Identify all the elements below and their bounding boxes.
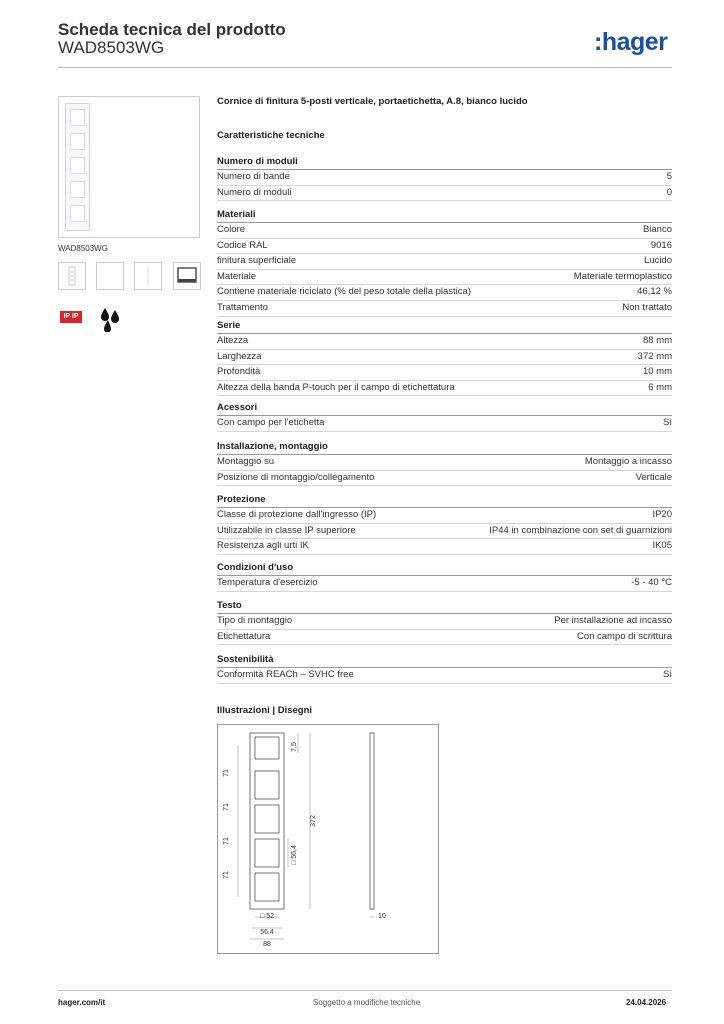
dim-pitch-3: 71 (223, 837, 230, 845)
spec-section-materials (217, 208, 672, 317)
section-title: Acessori (217, 401, 672, 416)
spec-label: finitura superficiale (217, 255, 297, 267)
specs-heading: Caratteristiche tecniche (217, 130, 325, 141)
section-title: Condizioni d'uso (217, 561, 672, 576)
spec-label: Profondità (217, 366, 261, 378)
spec-value: 88 mm (642, 335, 672, 346)
spec-value: 9016 (650, 239, 672, 251)
illustrations-title: Illustrazioni | Disegni (217, 705, 313, 716)
thumbnail-angle[interactable] (134, 262, 162, 290)
spec-section-sustainability (217, 653, 672, 684)
spec-label: Con campo per l'etichetta (217, 417, 325, 428)
spec-value: Verticale (635, 471, 672, 483)
dim-opening: □ 52 (260, 913, 274, 920)
spec-row (217, 381, 672, 397)
spec-label: Temperatura d'esercizio (217, 577, 318, 588)
footer-divider (58, 990, 672, 991)
section-title: Installazione, montaggio (217, 440, 672, 455)
spec-section-installation (217, 440, 672, 486)
footer-notice: Soggetto a modifiche tecniche (313, 998, 421, 1007)
dim-width: 88 (263, 941, 271, 948)
spec-row (217, 524, 672, 540)
dim-depth: 10 (378, 913, 386, 920)
dim-inner-width: 56,4 (260, 929, 274, 936)
product-code: WAD8503WG (58, 38, 165, 57)
technical-drawing (217, 724, 439, 954)
thumbnail-drawing[interactable] (173, 262, 201, 290)
spec-label: Conformità REACh – SVHC free (217, 669, 354, 680)
spec-row (217, 416, 672, 432)
spec-row (217, 239, 672, 255)
spec-row (217, 668, 672, 684)
hager-logo: :hager (594, 28, 668, 56)
spec-value: Non trattato (622, 301, 672, 313)
spec-label: Trattamento (217, 301, 268, 313)
frame-thumbnail (65, 103, 90, 231)
spec-label: Colore (217, 224, 245, 235)
spec-label: Tipo di montaggio (217, 615, 293, 626)
thumbnail-side[interactable] (96, 262, 124, 290)
spec-row (217, 471, 672, 487)
spec-label: Classe di protezione dall'ingresso (IP) (217, 509, 377, 520)
spec-value: Sì (663, 417, 672, 428)
spec-label: Montaggio su (217, 456, 275, 467)
water-drops-icon (96, 304, 124, 332)
spec-value: Montaggio a incasso (584, 456, 672, 467)
spec-value: Con campo di scrittura (576, 630, 672, 642)
spec-label: Larghezza (217, 350, 262, 362)
spec-value: IP20 (652, 509, 672, 520)
spec-label: Numero di moduli (217, 186, 292, 198)
spec-label: Altezza della banda P-touch per il campo di etichettatura (217, 381, 455, 393)
spec-row (217, 170, 672, 186)
spec-row (217, 270, 672, 286)
spec-label: Utilizzabile in classe IP superiore (217, 524, 356, 536)
spec-label: Resistenza agli urti IK (217, 540, 309, 552)
section-title: Testo (217, 599, 672, 614)
spec-label: Posizione di montaggio/collegamento (217, 471, 375, 483)
section-title: Sostenibilità (217, 653, 672, 668)
spec-row (217, 350, 672, 366)
section-title: Numero di moduli (217, 155, 672, 170)
thumbnail-front[interactable] (58, 262, 86, 290)
spec-section-series (217, 319, 672, 396)
spec-value: Per installazione ad incasso (554, 615, 672, 626)
spec-value: Materiale termoplastico (573, 270, 672, 282)
spec-section-modules (217, 155, 672, 201)
spec-row (217, 285, 672, 301)
dim-pitch-4: 71 (223, 871, 230, 879)
ip-rating-badge: IP IP (58, 304, 84, 330)
spec-row (217, 186, 672, 202)
spec-row (217, 365, 672, 381)
spec-row (217, 508, 672, 524)
spec-row (217, 630, 672, 646)
spec-value: 46,12 % (637, 286, 672, 298)
footer-website[interactable]: hager.com/it (58, 998, 106, 1007)
spec-value: Sì (663, 669, 672, 680)
spec-row (217, 301, 672, 317)
spec-value: 372 mm (637, 350, 672, 362)
page-title: Scheda tecnica del prodotto (58, 20, 286, 39)
header-divider (58, 67, 672, 68)
spec-value: IP44 in combinazione con set di guarnizioni (489, 524, 672, 536)
spec-row (217, 223, 672, 239)
section-title: Materiali (217, 208, 672, 223)
spec-label: Etichettatura (217, 630, 271, 642)
spec-label: Codice RAL (217, 239, 268, 251)
spec-row (217, 334, 672, 350)
spec-value: 6 mm (648, 381, 672, 393)
section-title: Protezione (217, 493, 672, 508)
dim-inner: □ 56,4 (291, 845, 298, 865)
product-image (58, 96, 200, 238)
spec-label: Numero di bande (217, 171, 290, 182)
spec-value: 0 (666, 186, 672, 198)
footer-date: 24.04.2026 (626, 998, 667, 1007)
spec-row (217, 614, 672, 630)
spec-section-protection (217, 493, 672, 555)
spec-section-accessories (217, 401, 672, 432)
dim-height: 372 (310, 815, 317, 827)
spec-row (217, 455, 672, 471)
dim-top: 7,5 (291, 742, 298, 752)
spec-label: Materiale (217, 270, 257, 282)
spec-section-conditions (217, 561, 672, 592)
image-caption: WAD8503WG (58, 244, 108, 253)
spec-label: Altezza (217, 335, 249, 346)
spec-value: 5 (666, 171, 672, 182)
spec-row (217, 539, 672, 555)
spec-label: Contiene materiale riciclato (% del peso totale della plastica) (217, 286, 471, 298)
spec-value: IK05 (652, 540, 672, 552)
spec-value: 10 mm (642, 366, 672, 378)
spec-value: Lucido (644, 255, 672, 267)
spec-section-text (217, 599, 672, 645)
spec-row (217, 254, 672, 270)
product-description: Cornice di finitura 5-posti verticale, portaetichetta, A.8, bianco lucido (217, 96, 528, 107)
dim-pitch-1: 71 (223, 769, 230, 777)
dim-pitch-2: 71 (223, 803, 230, 811)
spec-row (217, 576, 672, 592)
spec-value: Bianco (642, 224, 672, 235)
section-title: Serie (217, 319, 672, 334)
spec-value: -5 - 40 °C (631, 577, 672, 588)
